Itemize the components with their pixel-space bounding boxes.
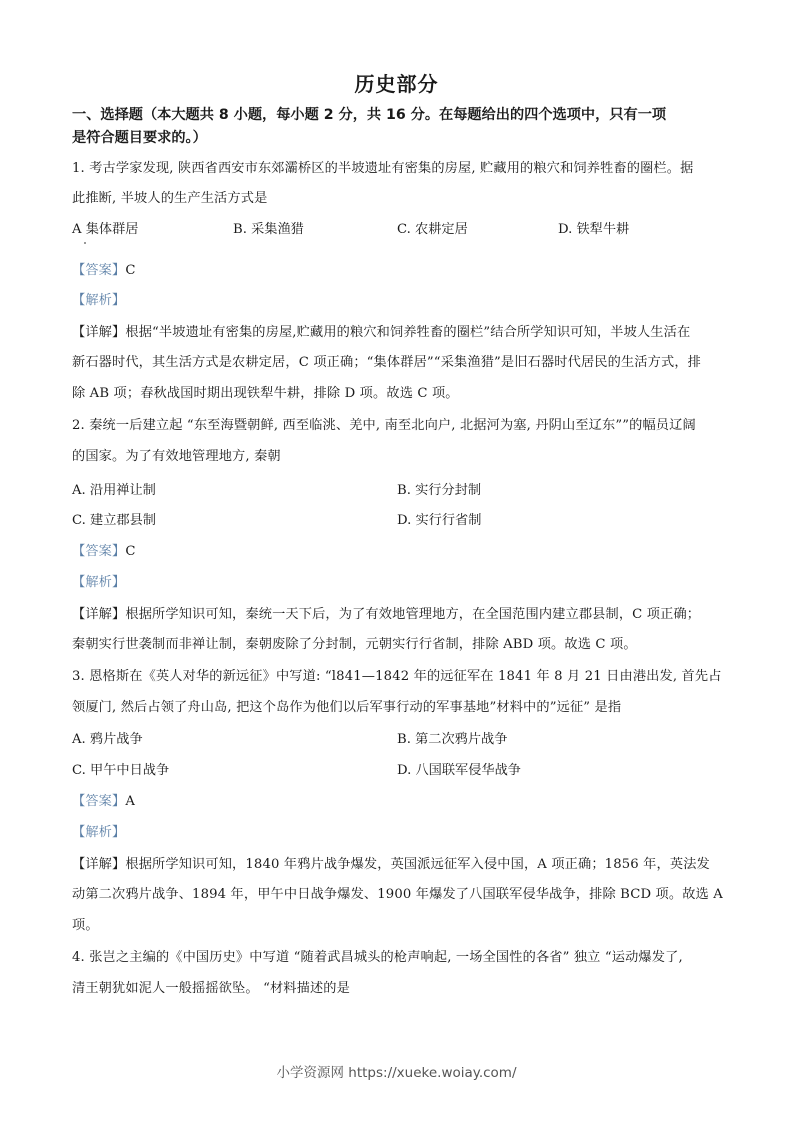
option-b: B. 第二次鸦片战争 xyxy=(397,732,508,747)
detail-label: 【详解】 xyxy=(72,325,126,340)
question-stem-line: 4. 张岂之主编的《中国历史》中写道 “随着武昌城头的枪声响起, 一场全国性的各省” 独立 “运动爆发了, xyxy=(72,950,683,965)
answer-value: A xyxy=(125,794,136,809)
detail-line: 新石器时代，其生活方式是农耕定居，C 项正确；“集体群居”“采集渔猎”是旧石器时代居民的生活方式，排 xyxy=(72,355,701,370)
page-title: 历史部分 xyxy=(354,72,439,96)
option-d: D. 实行行省制 xyxy=(397,513,482,528)
question-stem-line: 清王朝犹如泥人一般摇摇欲坠。 “材料描述的是 xyxy=(72,981,350,996)
question-stem-line: 3. 恩格斯在《英人对华的新远征》中写道: “l841—1842 年的远征军在 1841 年 8 月 21 日由港出发, 首先占 xyxy=(72,669,722,684)
detail-line: 项。 xyxy=(72,918,99,933)
detail-line: 除 AB 项；春秋战国时期出现铁犁牛耕，排除 D 项。故选 C 项。 xyxy=(72,386,459,401)
question-stem-line: 1. 考古学家发现, 陕西省西安市东郊灞桥区的半坡遗址有密集的房屋, 贮藏用的粮穴和饲养牲畜的圈栏。据 xyxy=(72,161,694,176)
option-a: A. 鸦片战争 xyxy=(72,732,143,747)
detail-label: 【详解】 xyxy=(72,607,126,622)
answer-line xyxy=(72,543,732,561)
footer-watermark: 小学资源网 https://xueke.woiay.com/ xyxy=(276,1065,517,1081)
question-stem-line: 2. 秦统一后建立起 “东至海暨朝鲜, 西至临洮、羌中, 南至北向户, 北据河为塞, 丹阴山至辽东””的幅员辽阔 xyxy=(72,418,696,433)
analysis-label: 【解析】 xyxy=(72,575,126,590)
question-stem-line: 的国家。为了有效地管理地方, 秦朝 xyxy=(72,449,281,464)
option-c: C. 建立郡县制 xyxy=(72,513,156,528)
detail-line: 动第二次鸦片战争、1894 年，甲午中日战争爆发、1900 年爆发了八国联军侵华战争，排除 BCD 项。故选 A xyxy=(72,887,723,902)
detail-line: 【详解】根据所学知识可知，1840 年鸦片战争爆发，英国派远征军入侵中国，A 项正确；1856 年，英法发 xyxy=(72,857,710,872)
stray-mark xyxy=(84,242,86,244)
option-d: D. 铁犁牛耕 xyxy=(558,222,630,237)
option-d: D. 八国联军侵华战争 xyxy=(397,763,521,778)
option-c: C. 农耕定居 xyxy=(397,222,468,237)
option-b: B. 采集渔猎 xyxy=(233,222,304,237)
answer-label: 【答案】 xyxy=(72,263,126,278)
answer-line xyxy=(72,262,732,280)
answer-value: C xyxy=(125,544,136,559)
answer-label: 【答案】 xyxy=(72,794,126,809)
option-c: C. 甲午中日战争 xyxy=(72,763,170,778)
question-stem-line: 此推断, 半坡人的生产生活方式是 xyxy=(72,191,268,206)
detail-line: 【详解】根据“半坡遗址有密集的房屋,贮藏用的粮穴和饲养牲畜的圈栏”结合所学知识可知，半坡人生活在 xyxy=(72,325,691,340)
detail-label: 【详解】 xyxy=(72,857,126,872)
answer-line xyxy=(72,793,732,811)
section-heading-line-2: 是符合题目要求的。） xyxy=(72,130,207,146)
option-b: B. 实行分封制 xyxy=(397,483,482,498)
answer-value: C xyxy=(125,263,136,278)
answer-label: 【答案】 xyxy=(72,544,126,559)
detail-line: 【详解】根据所学知识可知，秦统一天下后，为了有效地管理地方，在全国范围内建立郡县制，C 项正确； xyxy=(72,607,701,622)
analysis-label: 【解析】 xyxy=(72,825,126,840)
detail-line: 秦朝实行世袭制而非禅让制，秦朝废除了分封制，元朝实行行省制，排除 ABD 项。故选 C 项。 xyxy=(72,637,637,652)
option-a: A. 沿用禅让制 xyxy=(72,483,156,498)
option-a: A 集体群居 xyxy=(72,222,139,237)
section-heading xyxy=(72,104,724,150)
analysis-label: 【解析】 xyxy=(72,293,126,308)
section-heading-line-1: 一、选择题（本大题共 8 小题，每小题 2 分，共 16 分。在每题给出的四个选项中，只有一项 xyxy=(72,107,667,123)
question-stem-line: 领厦门, 然后占领了舟山岛, 把这个岛作为他们以后军事行动的军事基地”材料中的”远征” 是指 xyxy=(72,700,622,715)
